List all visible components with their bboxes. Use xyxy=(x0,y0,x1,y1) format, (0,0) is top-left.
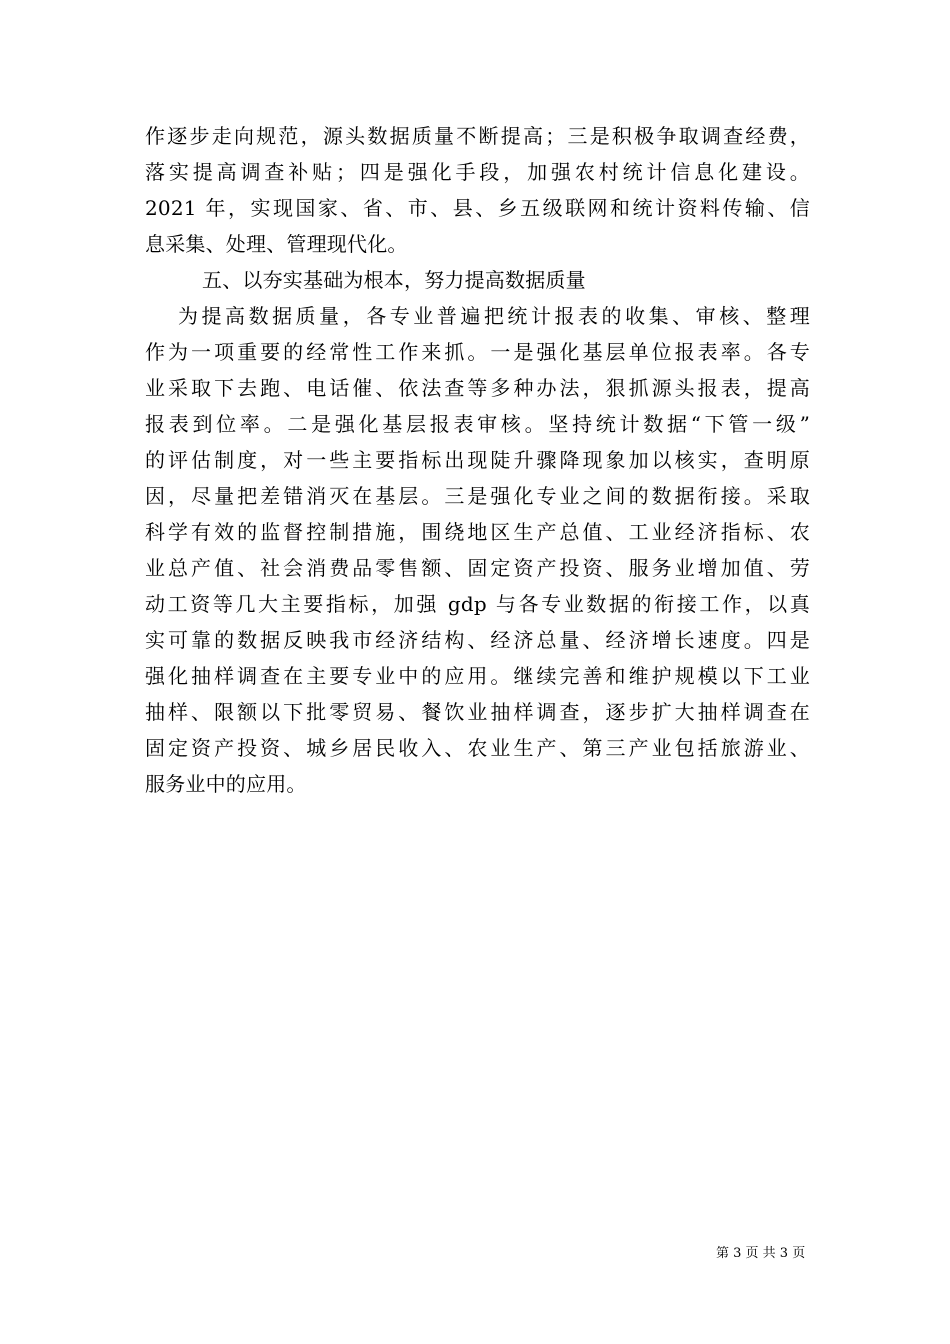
text-line: 报表到位率。二是强化基层报表审核。坚持统计数据“下管一级” xyxy=(145,412,810,436)
text-line: 抽样、限额以下批零贸易、餐饮业抽样调查，逐步扩大抽样调查在 xyxy=(145,700,810,724)
text-line: 科学有效的监督控制措施，围绕地区生产总值、工业经济指标、农 xyxy=(145,520,810,544)
section-heading: 五、以夯实基础为根本，努力提高数据质量 xyxy=(202,268,586,292)
text-line: 因，尽量把差错消灭在基层。三是强化专业之间的数据衔接。采取 xyxy=(145,484,810,508)
text-line: 强化抽样调查在主要专业中的应用。继续完善和维护规模以下工业 xyxy=(145,664,810,688)
text-line: 为提高数据质量，各专业普遍把统计报表的收集、审核、整理 xyxy=(178,304,810,328)
page-number: 第 3 页 共 3 页 xyxy=(716,1246,806,1261)
text-line: 服务业中的应用。 xyxy=(145,772,307,796)
text-line: 作逐步走向规范，源头数据质量不断提高；三是积极争取调查经费， xyxy=(145,124,810,148)
text-line: 2021 年，实现国家、省、市、县、乡五级联网和统计资料传输、信 xyxy=(145,196,810,220)
text-line: 业总产值、社会消费品零售额、固定资产投资、服务业增加值、劳 xyxy=(145,556,810,580)
text-line: 固定资产投资、城乡居民收入、农业生产、第三产业包括旅游业、 xyxy=(145,736,810,760)
text-line: 业采取下去跑、电话催、依法查等多种办法，狠抓源头报表，提高 xyxy=(145,376,810,400)
text-line: 落实提高调查补贴；四是强化手段，加强农村统计信息化建设。 xyxy=(145,160,810,184)
text-line: 作为一项重要的经常性工作来抓。一是强化基层单位报表率。各专 xyxy=(145,340,810,364)
body-text xyxy=(145,118,810,802)
text-line: 的评估制度，对一些主要指标出现陡升骤降现象加以核实，查明原 xyxy=(145,448,810,472)
text-line: 动工资等几大主要指标，加强 gdp 与各专业数据的衔接工作，以真 xyxy=(145,592,810,616)
text-line: 息采集、处理、管理现代化。 xyxy=(145,232,408,256)
text-line: 实可靠的数据反映我市经济结构、经济总量、经济增长速度。四是 xyxy=(145,628,810,652)
